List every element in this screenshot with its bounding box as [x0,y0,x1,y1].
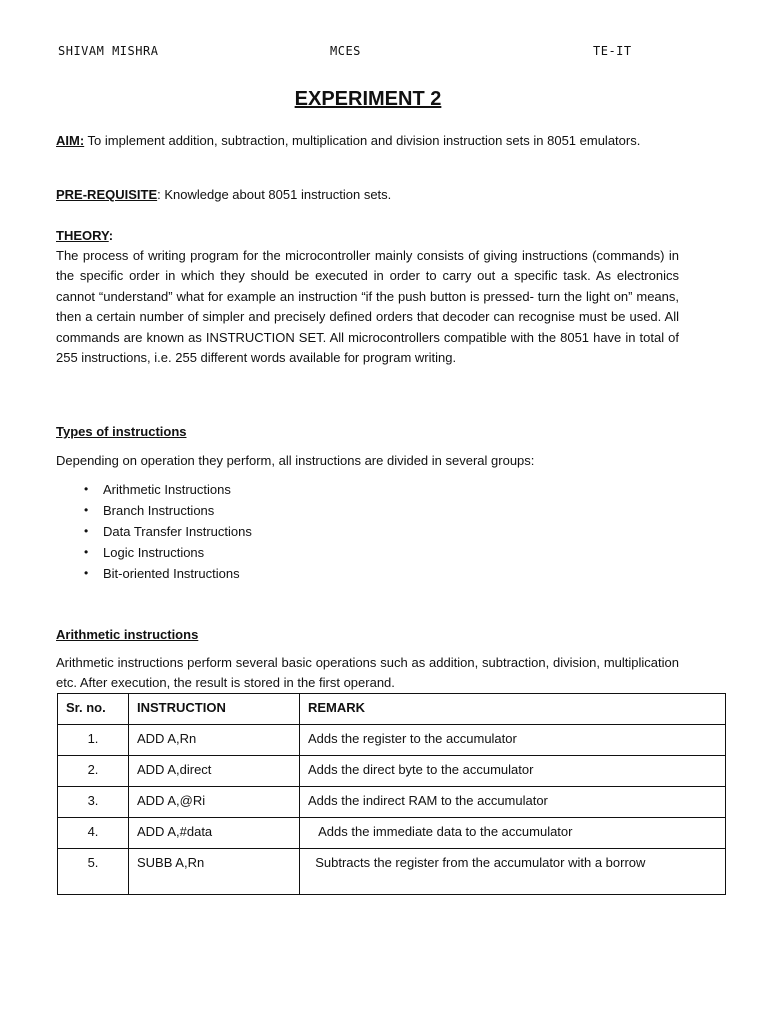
cell-srno: 3. [58,787,129,818]
cell-srno: 5. [58,849,129,895]
arithmetic-intro: Arithmetic instructions perform several basic operations such as addition, subtraction, division, multiplication etc. After execution, the result is stored in the first operand. [56,655,679,691]
cell-remark: Subtracts the register from the accumulator with a borrow [300,849,726,895]
bullet-icon: • [84,545,89,559]
arithmetic-heading-text: Arithmetic instructions [56,627,199,642]
bullet-icon: • [84,503,89,517]
list-item [84,521,252,542]
bullet-icon: • [84,566,89,580]
cell-remark: Adds the immediate data to the accumulator [300,818,726,849]
list-item-text: Arithmetic Instructions [103,482,231,497]
cell-srno: 1. [58,725,129,756]
instruction-types-list [84,479,252,584]
table-row [58,756,726,787]
header-author: SHIVAM MISHRA [58,44,159,58]
aim-text: To implement addition, subtraction, multiplication and division instruction sets in 8051 emulators. [84,133,641,148]
types-heading [56,422,679,442]
bullet-icon: • [84,482,89,496]
table-row [58,725,726,756]
cell-remark: Adds the indirect RAM to the accumulator [300,787,726,818]
prerequisite-text: : Knowledge about 8051 instruction sets. [157,187,392,202]
header-cell-srno: Sr. no. [58,694,129,725]
aim-label: AIM: [56,133,85,148]
header-class: TE-IT [593,44,632,58]
list-item-text: Branch Instructions [103,503,215,518]
cell-instruction: ADD A,Rn [129,725,300,756]
cell-remark: Adds the direct byte to the accumulator [300,756,726,787]
aim-paragraph [56,131,679,151]
list-item [84,500,252,521]
instruction-table [57,693,726,895]
types-intro: Depending on operation they perform, all instructions are divided in several groups: [56,453,535,468]
table-header-row [58,694,726,725]
arithmetic-heading [56,625,679,645]
header-college: MCES [330,44,361,58]
theory-paragraph: The process of writing program for the microcontroller mainly consists of giving instructions (commands) in the specific order in which they should be executed in order to carry out a specific task. As electronics cannot “understand” what for example an instruction “if the push button is pressed- turn the light on” means, then a certain number of simpler and precisely defined orders that decoder can recognise must be used. All commands are known as INSTRUCTION SET. All microcontrollers compatible with the 8051 have in total of 255 instructions, i.e. 255 different words available for program writing. [56,248,679,366]
list-item-text: Data Transfer Instructions [103,524,252,539]
list-item-text: Bit-oriented Instructions [103,566,240,581]
table-row [58,849,726,895]
cell-remark: Adds the register to the accumulator [300,725,726,756]
bullet-icon: • [84,524,89,538]
table-row [58,818,726,849]
cell-srno: 2. [58,756,129,787]
types-heading-text: Types of instructions [56,424,187,439]
page-title [0,88,736,111]
prerequisite-paragraph [56,185,679,205]
header-cell-instruction: INSTRUCTION [129,694,300,725]
cell-instruction: SUBB A,Rn [129,849,300,895]
cell-instruction: ADD A,@Ri [129,787,300,818]
header-cell-remark: REMARK [300,694,726,725]
table-row [58,787,726,818]
list-item [84,479,252,500]
theory-heading [56,226,679,246]
list-item [84,563,252,584]
cell-instruction: ADD A,direct [129,756,300,787]
cell-srno: 4. [58,818,129,849]
list-item [84,542,252,563]
title-text: EXPERIMENT 2 [294,88,442,110]
theory-colon: : [108,228,114,243]
list-item-text: Logic Instructions [103,545,205,560]
theory-label: THEORY [56,228,109,243]
prerequisite-label: PRE-REQUISITE [56,187,158,202]
cell-instruction: ADD A,#data [129,818,300,849]
